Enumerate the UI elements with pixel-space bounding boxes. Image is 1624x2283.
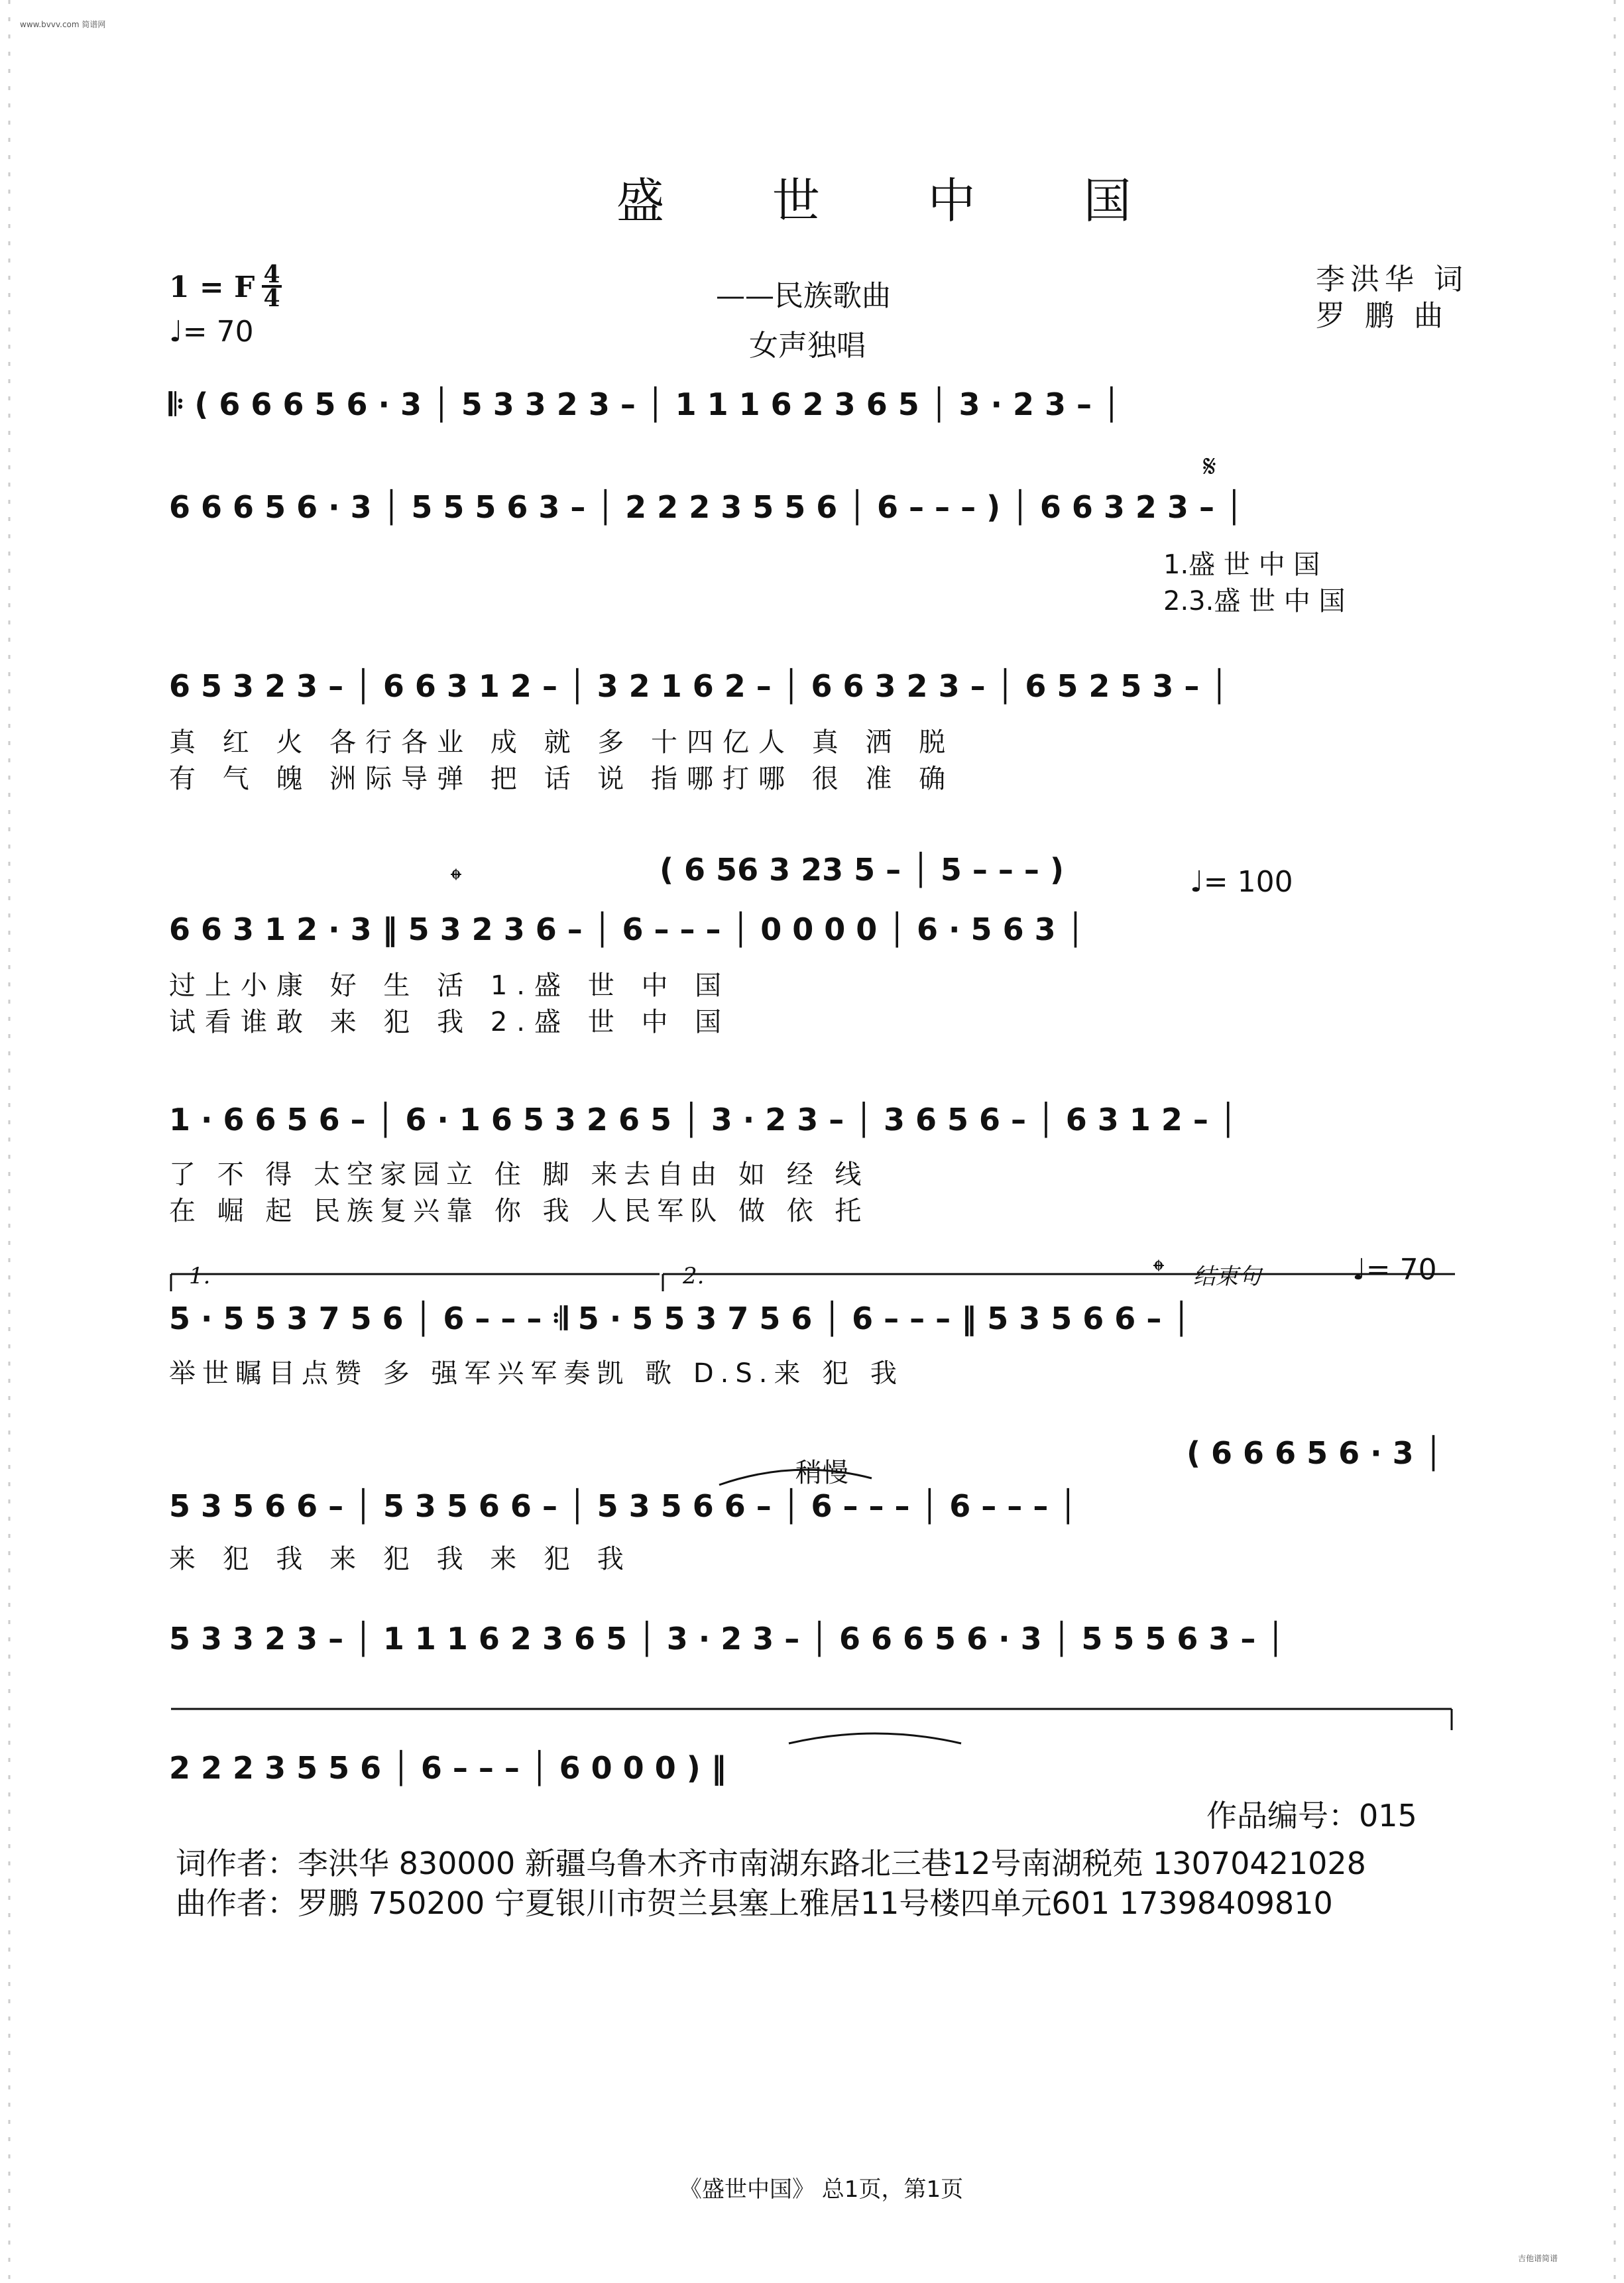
lyric-row-3-verse2: 有 气 魄 洲际导弹 把 话 说 指哪打哪 很 准 确 xyxy=(169,764,955,794)
tempo-mid xyxy=(1190,865,1293,899)
intro-phrase-row-4: ( 6 56 3 23 5 – │ 5 – – – ) xyxy=(660,852,1064,888)
time-sig-bottom: 4 xyxy=(263,284,280,312)
score-row-5: 1 · 6 6 5 6 – │ 6 · 1 6 5 3 2 6 5 │ 3 · 2 3 – │ 3 6 5 6 – │ 6 3 1 2 – │ xyxy=(169,1102,1238,1138)
intro-phrase-row-7: ( 6 6 6 5 6 · 3 │ xyxy=(1187,1435,1443,1471)
quarter-note-icon: ♩ xyxy=(169,315,183,349)
score-row-2: 6 6 6 5 6 · 3 │ 5 5 5 6 3 – │ 2 2 2 3 5 5 6 │ 6 – – – ) │ 6 6 3 2 3 – │ xyxy=(169,489,1244,525)
final-tie-slur xyxy=(789,1733,961,1743)
segno-icon: 𝄋 xyxy=(1203,448,1216,484)
lyric-row-4-verse2: 试看谁敢 来 犯 我 2.盛 世 中 国 xyxy=(169,1007,731,1037)
score-row-3: 6 5 3 2 3 – │ 6 6 3 1 2 – │ 3 2 1 6 2 – │ 6 6 3 2 3 – │ 6 5 2 5 3 – │ xyxy=(169,668,1229,704)
site-tag: www.bvvv.com 简谱网 xyxy=(20,20,106,29)
song-title: 盛 世 中 国 xyxy=(616,173,1178,229)
quarter-note-icon: ♩ xyxy=(1352,1253,1366,1287)
work-number: 作品编号：015 xyxy=(1206,1798,1417,1834)
lyric-row-4-verse1: 过上小康 好 生 活 1.盛 世 中 国 xyxy=(169,970,731,1001)
coda-icon: 𝄌 xyxy=(451,862,461,898)
composer-contact: 曲作者：罗鹏 750200 宁夏银川市贺兰县塞上雅居11号楼四单元601 17398409810 xyxy=(176,1885,1333,1921)
coda-label: 结束句 xyxy=(1193,1263,1261,1290)
score-row-8: 5 3 3 2 3 – │ 1 1 1 6 2 3 6 5 │ 3 · 2 3 – │ 6 6 6 5 6 · 3 │ 5 5 5 6 3 – │ xyxy=(169,1621,1285,1657)
score-row-7: 5 3 5 6 6 – │ 5 3 5 6 6 – │ 5 3 5 6 6 – │ 6 – – – │ 6 – – – │ xyxy=(169,1488,1078,1524)
lyric-row-5-verse1: 了 不 得 太空家园立 住 脚 来去自由 如 经 线 xyxy=(169,1159,868,1190)
score-row-6: 5 · 5 5 3 7 5 6 │ 6 – – – 𝄇 5 · 5 5 3 7 5 6 │ 6 – – – ‖ 5 3 5 6 6 – │ xyxy=(169,1301,1191,1336)
composer: 罗 鹏 曲 xyxy=(1316,299,1448,333)
lyric-row-6: 举世瞩目点赞 多 强军兴军奏凯 歌 D.S.来 犯 我 xyxy=(169,1358,903,1389)
coda-icon-2: 𝄌 xyxy=(1153,1253,1164,1289)
score-row-4: 6 6 3 1 2 · 3 ‖ 5 3 2 3 6 – │ 6 – – – │ 0 0 0 0 │ 6 · 5 6 3 │ xyxy=(169,911,1085,947)
rit-label: 稍慢 xyxy=(795,1458,848,1488)
lyric-row-2-verse2: 2.3.盛 世 中 国 xyxy=(1163,586,1346,616)
performer: 女声独唱 xyxy=(749,329,866,363)
volta-1-label: 1. xyxy=(189,1263,211,1289)
lyric-row-7: 来 犯 我 来 犯 我 来 犯 我 xyxy=(169,1544,633,1574)
time-sig-top: 4 xyxy=(263,261,280,288)
lyricist-contact: 词作者：李洪华 830000 新疆乌鲁木齐市南湖东路北三巷12号南湖税苑 13070421028 xyxy=(176,1845,1366,1881)
volta-2-label: 2. xyxy=(683,1263,705,1289)
tempo-start-value: = 70 xyxy=(182,315,254,349)
site-tag-bottom: 吉他谱简谱 xyxy=(1518,2254,1558,2263)
score-row-1: 𝄆 ( 6 6 6 5 6 · 3 │ 5 3 3 2 3 – │ 1 1 1 6 2 3 6 5 │ 3 · 2 3 – │ xyxy=(169,386,1121,422)
subtitle: ——民族歌曲 xyxy=(716,279,891,313)
lyric-row-5-verse2: 在 崛 起 民族复兴靠 你 我 人民军队 做 依 托 xyxy=(169,1196,868,1226)
lyric-row-3-verse1: 真 红 火 各行各业 成 就 多 十四亿人 真 洒 脱 xyxy=(169,727,955,758)
key-signature: 1 = F xyxy=(169,270,255,304)
page-footer: 《盛世中国》 总1页，第1页 xyxy=(679,2176,964,2203)
lyricist: 李洪华 词 xyxy=(1316,263,1468,296)
tempo-mid-value: = 100 xyxy=(1203,865,1293,899)
lyric-row-2-verse1: 1.盛 世 中 国 xyxy=(1163,550,1320,580)
score-row-9: 2 2 2 3 5 5 6 │ 6 – – – │ 6 0 0 0 ) ‖ xyxy=(169,1750,726,1786)
tempo-end xyxy=(1352,1253,1437,1287)
tempo-end-value: = 70 xyxy=(1365,1253,1437,1287)
quarter-note-icon: ♩ xyxy=(1190,865,1204,899)
